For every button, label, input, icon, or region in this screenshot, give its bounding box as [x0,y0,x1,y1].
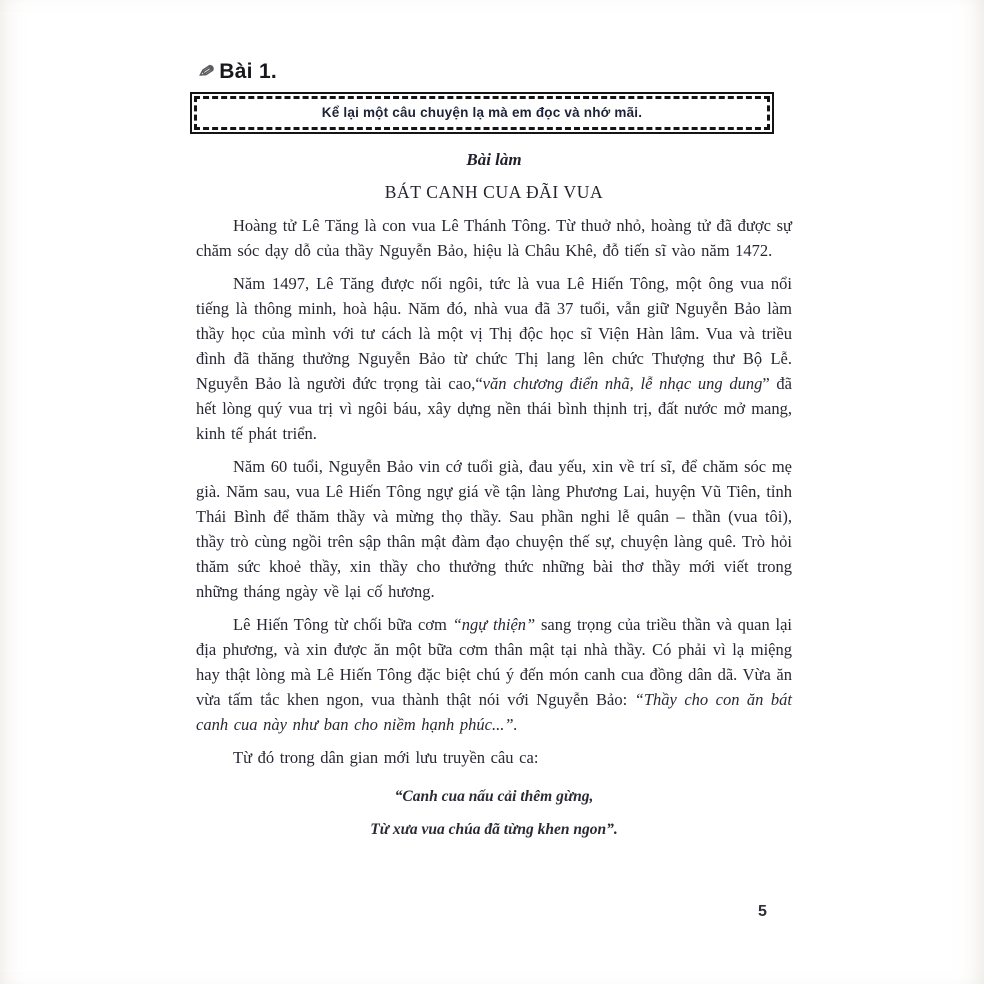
poem-line: Từ xưa vua chúa đã từng khen ngon”. [370,821,618,838]
page-content [196,60,792,846]
prompt-text: Kể lại một câu chuyện lạ mà em đọc và nhớ mãi. [194,96,770,130]
lesson-heading [195,60,792,84]
section-heading: Bài làm [466,150,522,169]
essay-paragraph [196,454,792,604]
quill-pencil-icon: ✎ [195,60,217,84]
quoted-phrase: văn chương điển nhã, lễ nhạc ung dung [482,374,763,393]
quoted-phrase: “Thầy cho con ăn bát canh cua này như ban cho niềm hạnh phúc...”. [196,690,792,734]
page-number: 5 [758,903,767,920]
prompt-box [190,92,774,134]
paragraph-text: Lê Hiến Tông từ chối bữa cơm [233,615,453,634]
essay-paragraph [196,745,792,770]
paragraph-text: Hoàng tử Lê Tăng là con vua Lê Thánh Tông. Từ thuở nhỏ, hoàng tử đã được sự chăm sóc dạy dỗ của thầy Nguyễn Bảo, hiệu là Châu Khê, đỗ tiến sĩ vào năm 1472. [196,216,792,260]
essay-body [196,213,792,770]
quoted-phrase: “ngự thiện” [452,615,536,634]
paragraph-text: ” đã hết lòng quý vua trị vì ngôi báu, xây dựng nền thái bình thịnh trị, đất nước mở mang, kinh tế phát triển. [196,374,792,443]
lesson-label: Bài 1. [219,60,278,83]
folk-verse [196,780,792,846]
paragraph-text: Năm 60 tuổi, Nguyễn Bảo vin cớ tuổi già, đau yếu, xin về trí sĩ, để chăm sóc mẹ già. Năm sau, vua Lê Hiến Tông ngự giá về tận làng Phương Lai, huyện Vũ Tiên, tỉnh Thái Bình để thăm thầy và mừng thọ thầy. Sau phần nghi lễ quân – thần (vua tôi), thầy trò cùng ngồi trên sập thân mật đàm đạo chuyện thế sự, chuyện làng quê. Trò hỏi thăm sức khoẻ thầy, xin thầy cho thưởng thức những bài thơ thầy mới viết trong những tháng ngày về lại cố hương. [196,457,792,601]
paragraph-text: sang trọng của triều thần và quan lại địa phương, và xin được ăn một bữa cơm thân mật tại nhà thầy. Có phải vì lạ miệng hay thật lòng mà Lê Hiến Tông đặc biệt chú ý đến món canh cua đồng dân dã. Vừa ăn vừa tấm tắc khen ngon, vua thành thật nói với Nguyễn Bảo: [196,615,792,709]
essay-title: BÁT CANH CUA ĐÃI VUA [384,182,604,202]
poem-line: “Canh cua nấu cải thêm gừng, [394,788,594,805]
paragraph-text: Từ đó trong dân gian mới lưu truyền câu ca: [233,748,539,767]
essay-paragraph [196,612,792,737]
essay-paragraph [196,213,792,263]
essay-paragraph [196,271,792,446]
paragraph-text: Năm 1497, Lê Tăng được nối ngôi, tức là vua Lê Hiến Tông, một ông vua nổi tiếng là thông minh, hoà hậu. Năm đó, nhà vua đã 37 tuổi, vẫn giữ Nguyễn Bảo làm thầy học của mình với tư cách là một vị Thị độc học sĩ Viện Hàn lâm. Vua và triều đình đã thăng thưởng Nguyễn Bảo từ chức Thị lang lên chức Thượng thư Bộ Lễ. Nguyễn Bảo là người đức trọng tài cao,“ [196,274,792,393]
